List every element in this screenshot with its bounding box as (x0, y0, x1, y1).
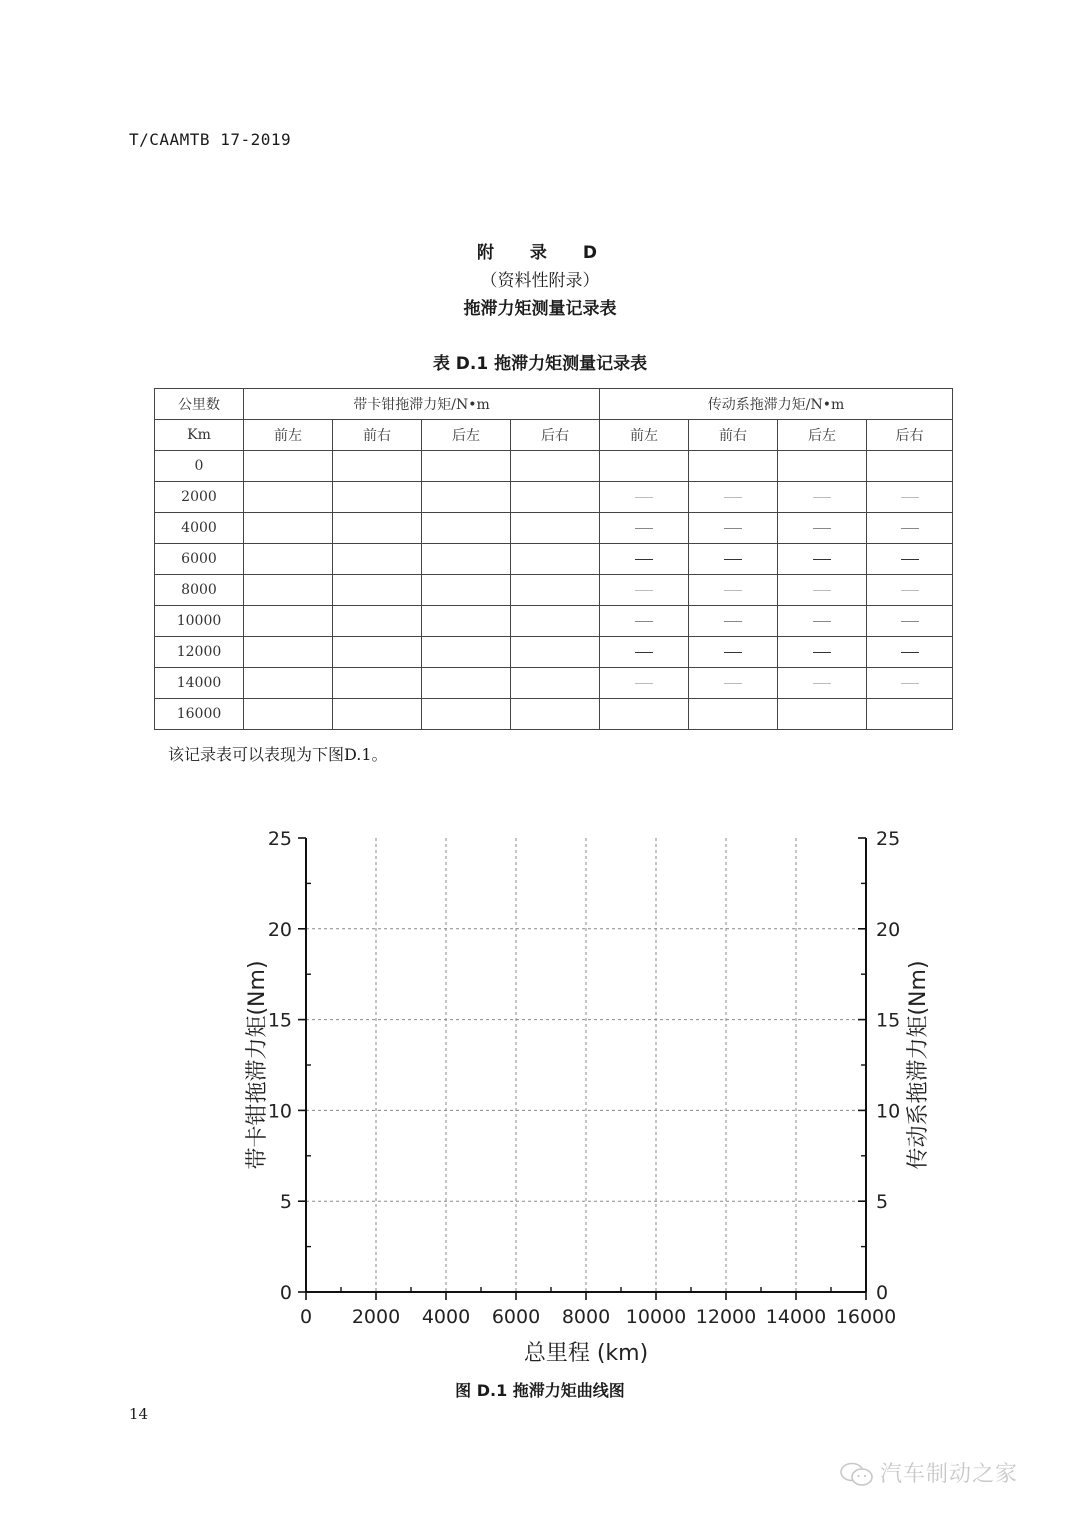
caliper-cell[interactable] (244, 451, 333, 482)
sub-header: 后右 (511, 420, 600, 451)
driveline-cell[interactable] (600, 451, 689, 482)
caliper-cell[interactable] (422, 451, 511, 482)
chart-axes (298, 838, 866, 1300)
driveline-cell[interactable] (689, 668, 778, 699)
table-caption: 表 D.1 拖滞力矩测量记录表 (432, 354, 648, 374)
caliper-cell[interactable] (333, 575, 422, 606)
dash-placeholder (724, 683, 742, 684)
caliper-cell[interactable] (333, 668, 422, 699)
figure-caption: 图 D.1 拖滞力矩曲线图 (455, 1381, 625, 1400)
svg-text:0: 0 (299, 1306, 313, 1328)
table-row (155, 699, 953, 730)
y2-axis-label: 传动系拖滞力矩(Nm) (906, 960, 931, 1170)
driveline-cell[interactable] (867, 575, 953, 606)
x-axis-label: 总里程 (km) (523, 1341, 649, 1366)
km-cell: 2000 (155, 482, 244, 513)
dash-placeholder (901, 683, 919, 684)
caliper-cell[interactable] (422, 606, 511, 637)
driveline-cell[interactable] (600, 606, 689, 637)
km-cell: 14000 (155, 668, 244, 699)
driveline-cell[interactable] (867, 513, 953, 544)
driveline-cell[interactable] (600, 637, 689, 668)
caliper-cell[interactable] (511, 606, 600, 637)
driveline-cell[interactable] (600, 575, 689, 606)
sub-header: 后左 (778, 420, 867, 451)
dash-placeholder (635, 559, 653, 560)
dash-placeholder (901, 621, 919, 622)
svg-text:5: 5 (876, 1191, 889, 1214)
table-row (155, 513, 953, 544)
sub-header: 前左 (600, 420, 689, 451)
watermark-text: 汽车制动之家 (880, 1462, 1019, 1487)
dash-placeholder (635, 590, 653, 591)
dash-placeholder (901, 559, 919, 560)
svg-text:10: 10 (876, 1100, 901, 1123)
dash-placeholder (901, 652, 919, 653)
km-cell: 16000 (155, 699, 244, 730)
driveline-cell[interactable] (600, 513, 689, 544)
km-cell: 8000 (155, 575, 244, 606)
dash-placeholder (635, 621, 653, 622)
caliper-cell[interactable] (511, 544, 600, 575)
driveline-cell[interactable] (689, 482, 778, 513)
driveline-cell[interactable] (778, 482, 867, 513)
chart-grid (306, 838, 866, 1292)
svg-text:10: 10 (267, 1100, 292, 1123)
caliper-cell[interactable] (511, 668, 600, 699)
dash-placeholder (813, 621, 831, 622)
sub-header: 前左 (244, 420, 333, 451)
table-row (155, 482, 953, 513)
caliper-cell[interactable] (511, 699, 600, 730)
driveline-cell[interactable] (689, 637, 778, 668)
caliper-cell[interactable] (333, 482, 422, 513)
caliper-cell[interactable] (422, 482, 511, 513)
km-cell: 10000 (155, 606, 244, 637)
svg-text:16000: 16000 (835, 1306, 897, 1328)
dash-placeholder (724, 528, 742, 529)
caliper-cell[interactable] (422, 637, 511, 668)
caliper-cell[interactable] (511, 482, 600, 513)
driveline-cell[interactable] (867, 699, 953, 730)
caliper-cell[interactable] (244, 575, 333, 606)
caliper-cell[interactable] (511, 575, 600, 606)
driveline-cell[interactable] (600, 668, 689, 699)
svg-text:0: 0 (279, 1282, 292, 1304)
dash-placeholder (724, 559, 742, 560)
dash-placeholder (813, 652, 831, 653)
driveline-cell[interactable] (689, 606, 778, 637)
svg-text:0: 0 (876, 1282, 889, 1304)
dash-placeholder (813, 528, 831, 529)
caliper-cell[interactable] (511, 513, 600, 544)
driveline-cell[interactable] (867, 637, 953, 668)
dash-placeholder (724, 590, 742, 591)
dash-placeholder (635, 497, 653, 498)
driveline-cell[interactable] (600, 699, 689, 730)
dash-placeholder (635, 652, 653, 653)
caliper-cell[interactable] (422, 668, 511, 699)
table-row (155, 606, 953, 637)
table-note: 该记录表可以表现为下图D.1。 (168, 745, 388, 764)
sub-header: 前右 (333, 420, 422, 451)
dash-placeholder (901, 528, 919, 529)
document-code: T/CAAMTB 17-2019 (129, 130, 292, 149)
km-cell: 6000 (155, 544, 244, 575)
driveline-group-header: 传动系拖滞力矩/N•m (600, 389, 953, 420)
km-cell: 4000 (155, 513, 244, 544)
watermark (840, 1457, 1018, 1488)
table-row (155, 575, 953, 606)
driveline-cell[interactable] (778, 699, 867, 730)
svg-text:25: 25 (267, 828, 292, 850)
sub-header: 前右 (689, 420, 778, 451)
km-cell: 12000 (155, 637, 244, 668)
caliper-cell[interactable] (244, 482, 333, 513)
driveline-cell[interactable] (867, 482, 953, 513)
sub-header: 后左 (422, 420, 511, 451)
svg-text:2000: 2000 (351, 1306, 401, 1328)
caliper-cell[interactable] (333, 513, 422, 544)
table-row (155, 637, 953, 668)
svg-text:6000: 6000 (491, 1306, 541, 1328)
driveline-cell[interactable] (867, 544, 953, 575)
table-row (155, 668, 953, 699)
svg-text:8000: 8000 (561, 1306, 611, 1328)
driveline-cell[interactable] (778, 606, 867, 637)
km-header-line2: Km (155, 420, 244, 451)
svg-text:4000: 4000 (421, 1306, 471, 1328)
chart-tick-labels (268, 828, 900, 1328)
driveline-cell[interactable] (689, 451, 778, 482)
svg-text:15: 15 (267, 1009, 292, 1032)
y-axis-label: 带卡钳拖滞力矩(Nm) (245, 960, 270, 1170)
driveline-cell[interactable] (867, 451, 953, 482)
caliper-cell[interactable] (244, 606, 333, 637)
svg-text:15: 15 (876, 1009, 901, 1032)
caliper-cell[interactable] (244, 544, 333, 575)
caliper-cell[interactable] (333, 451, 422, 482)
driveline-cell[interactable] (867, 606, 953, 637)
driveline-cell[interactable] (867, 668, 953, 699)
appendix-name: 拖滞力矩测量记录表 (463, 299, 617, 319)
caliper-cell[interactable] (422, 575, 511, 606)
page-number: 14 (129, 1405, 149, 1423)
svg-text:5: 5 (279, 1191, 292, 1214)
sub-header: 后右 (867, 420, 953, 451)
dash-placeholder (901, 590, 919, 591)
appendix-title: 附 录 D (477, 243, 603, 263)
caliper-cell[interactable] (244, 513, 333, 544)
driveline-cell[interactable] (689, 544, 778, 575)
km-cell: 0 (155, 451, 244, 482)
caliper-cell[interactable] (511, 637, 600, 668)
caliper-cell[interactable] (244, 699, 333, 730)
caliper-cell[interactable] (244, 668, 333, 699)
driveline-cell[interactable] (778, 544, 867, 575)
dash-placeholder (635, 528, 653, 529)
driveline-cell[interactable] (689, 575, 778, 606)
svg-text:12000: 12000 (695, 1306, 757, 1328)
caliper-cell[interactable] (244, 637, 333, 668)
table-row (155, 451, 953, 482)
driveline-cell[interactable] (689, 699, 778, 730)
caliper-cell[interactable] (333, 544, 422, 575)
caliper-cell[interactable] (422, 544, 511, 575)
caliper-cell[interactable] (333, 606, 422, 637)
dash-placeholder (724, 497, 742, 498)
table-row (155, 544, 953, 575)
caliper-cell[interactable] (422, 699, 511, 730)
svg-text:20: 20 (267, 918, 292, 941)
driveline-cell[interactable] (600, 544, 689, 575)
km-header-line1: 公里数 (155, 389, 244, 420)
svg-text:10000: 10000 (625, 1306, 687, 1328)
caliper-cell[interactable] (333, 637, 422, 668)
dash-placeholder (724, 652, 742, 653)
dash-placeholder (813, 683, 831, 684)
svg-text:20: 20 (876, 918, 901, 941)
svg-text:25: 25 (876, 828, 901, 850)
driveline-cell[interactable] (778, 575, 867, 606)
caliper-group-header: 带卡钳拖滞力矩/N•m (244, 389, 600, 420)
wechat-icon (840, 1462, 874, 1488)
appendix-subtitle: （资料性附录） (480, 271, 600, 291)
caliper-cell[interactable] (333, 699, 422, 730)
driveline-cell[interactable] (778, 451, 867, 482)
driveline-cell[interactable] (778, 668, 867, 699)
drag-torque-record-table (154, 388, 953, 730)
driveline-cell[interactable] (689, 513, 778, 544)
dash-placeholder (813, 559, 831, 560)
driveline-cell[interactable] (778, 637, 867, 668)
caliper-cell[interactable] (422, 513, 511, 544)
dash-placeholder (813, 497, 831, 498)
caliper-cell[interactable] (511, 451, 600, 482)
svg-text:14000: 14000 (765, 1306, 827, 1328)
dash-placeholder (724, 621, 742, 622)
driveline-cell[interactable] (778, 513, 867, 544)
dash-placeholder (635, 683, 653, 684)
driveline-cell[interactable] (600, 482, 689, 513)
dash-placeholder (901, 497, 919, 498)
dash-placeholder (813, 590, 831, 591)
